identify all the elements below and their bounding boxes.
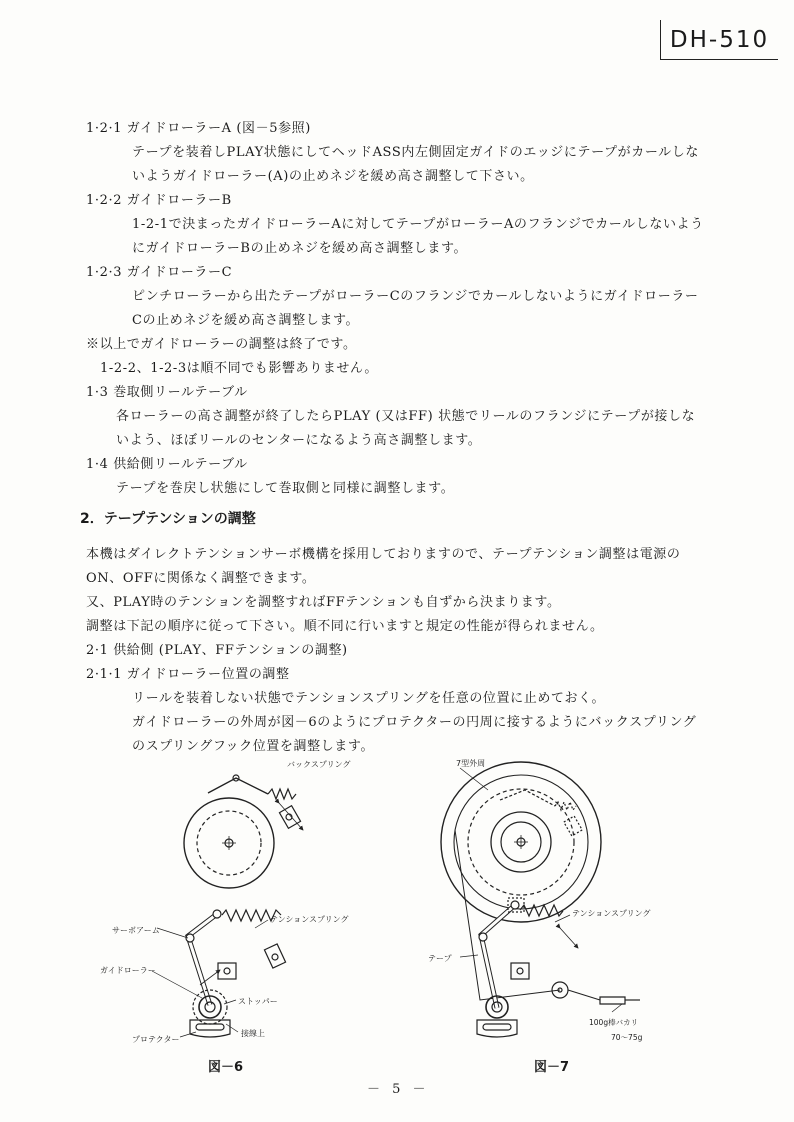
paragraph-line: ON、OFFに関係なく調整できます。 <box>86 571 316 586</box>
fig6-label-back-spring: バックスプリング <box>287 760 351 769</box>
fig6-label-guide-roller: ガイドローラー <box>100 966 156 975</box>
paragraph-line: いよう、ほぼリールのセンターになるよう高さ調整します。 <box>116 433 482 448</box>
heading-1-2-3: 1·2·3 ガイドローラーC <box>86 265 233 280</box>
fig6-protector-circle <box>193 990 227 1024</box>
paragraph-line: のスプリングフック位置を調整します。 <box>132 739 375 754</box>
fig6-label-stopper: ストッパー <box>238 997 278 1006</box>
paragraph-line: Cの止めネジを緩め高さ調整します。 <box>132 313 360 328</box>
heading-2-1-1: 2·1·1 ガイドローラー位置の調整 <box>86 667 290 682</box>
fig6-label-protector: プロテクター <box>132 1035 180 1044</box>
fig7-label-tape: テープ <box>428 954 452 963</box>
fig7-tape <box>455 830 560 1000</box>
paragraph-line: リールを装着しない状態でテンションスプリングを任意の位置に止めておく。 <box>132 691 606 706</box>
fig6-stopper <box>218 963 236 979</box>
heading-1-4: 1·4 供給側リールテーブル <box>86 457 248 472</box>
paragraph-line: 調整は下記の順序に従って下さい。順不同に行いますと規定の性能が得られません。 <box>86 619 604 634</box>
paragraph-line: 本機はダイレクトテンションサーボ機構を採用しておりますので、テープテンション調整は電源の <box>86 547 681 562</box>
figure-7-caption: 図－7 <box>534 1060 570 1075</box>
paragraph-line: 又、PLAY時のテンションを調整すればFFテンションも自ずから決まります。 <box>86 595 561 610</box>
fig6-label-tension-spring: テンションスプリング <box>270 915 349 924</box>
paragraph-line: テープを巻戻し状態にして巻取側と同様に調整します。 <box>116 481 455 496</box>
heading-1-2-2: 1·2·2 ガイドローラーB <box>86 193 232 208</box>
fig6-back-spring <box>268 789 296 799</box>
fig7-label-reel-outer: 7型外周 <box>456 759 486 768</box>
figure-7-drawing <box>441 762 640 1037</box>
paragraph-line: ピンチローラーから出たテープがローラーCのフランジでカールしないようにガイドローラー <box>132 289 699 304</box>
note-line: 1-2-2、1-2-3は順不同でも影響ありません。 <box>100 361 378 376</box>
figure-6-drawing <box>152 775 303 1037</box>
fig7-tension-scale <box>600 997 625 1004</box>
heading-1-3: 1·3 巻取側リールテーブル <box>86 385 248 400</box>
paragraph-line: 1-2-1で決まったガイドローラーAに対してテープがローラーAのフランジでカールしないよう <box>132 217 704 232</box>
heading-2-1: 2·1 供給側 (PLAY、FFテンションの調整) <box>86 643 348 658</box>
paragraph-line: テープを装着しPLAY状態にしてヘッドASS内左側固定ガイドのエッジにテープがカールしな <box>132 145 699 160</box>
fig7-label-scale: 100g棒バカリ <box>589 1018 639 1027</box>
paragraph-line: 各ローラーの高さ調整が終了したらPLAY (又はFF) 状態でリールのフランジにテープが接しな <box>116 409 696 424</box>
note-line: ※以上でガイドローラーの調整は終了です。 <box>86 337 357 352</box>
heading-1-2-1: 1·2·1 ガイドローラーA (図－5参照) <box>86 121 311 136</box>
fig7-label-range: 70～75g <box>611 1033 643 1042</box>
figure-6-caption: 図－6 <box>208 1060 244 1075</box>
section-2-heading: 2．テープテンションの調整 <box>80 511 256 527</box>
fig7-label-tension-spring: テンションスプリング <box>572 909 651 918</box>
fig6-label-contact: 接線上 <box>241 1029 265 1038</box>
model-number: DH-510 <box>660 20 778 60</box>
page-number: － 5 － <box>367 1082 430 1097</box>
fig6-label-servo-arm: サーボアーム <box>112 926 160 935</box>
paragraph-line: にガイドローラーBの止めネジを緩め高さ調整します。 <box>132 241 468 256</box>
paragraph-line: いようガイドローラー(A)の止めネジを緩め高さ調整して下さい。 <box>132 169 534 184</box>
paragraph-line: ガイドローラーの外周が図－6のようにプロテクターの円周に接するようにバックスプリング <box>132 715 697 730</box>
